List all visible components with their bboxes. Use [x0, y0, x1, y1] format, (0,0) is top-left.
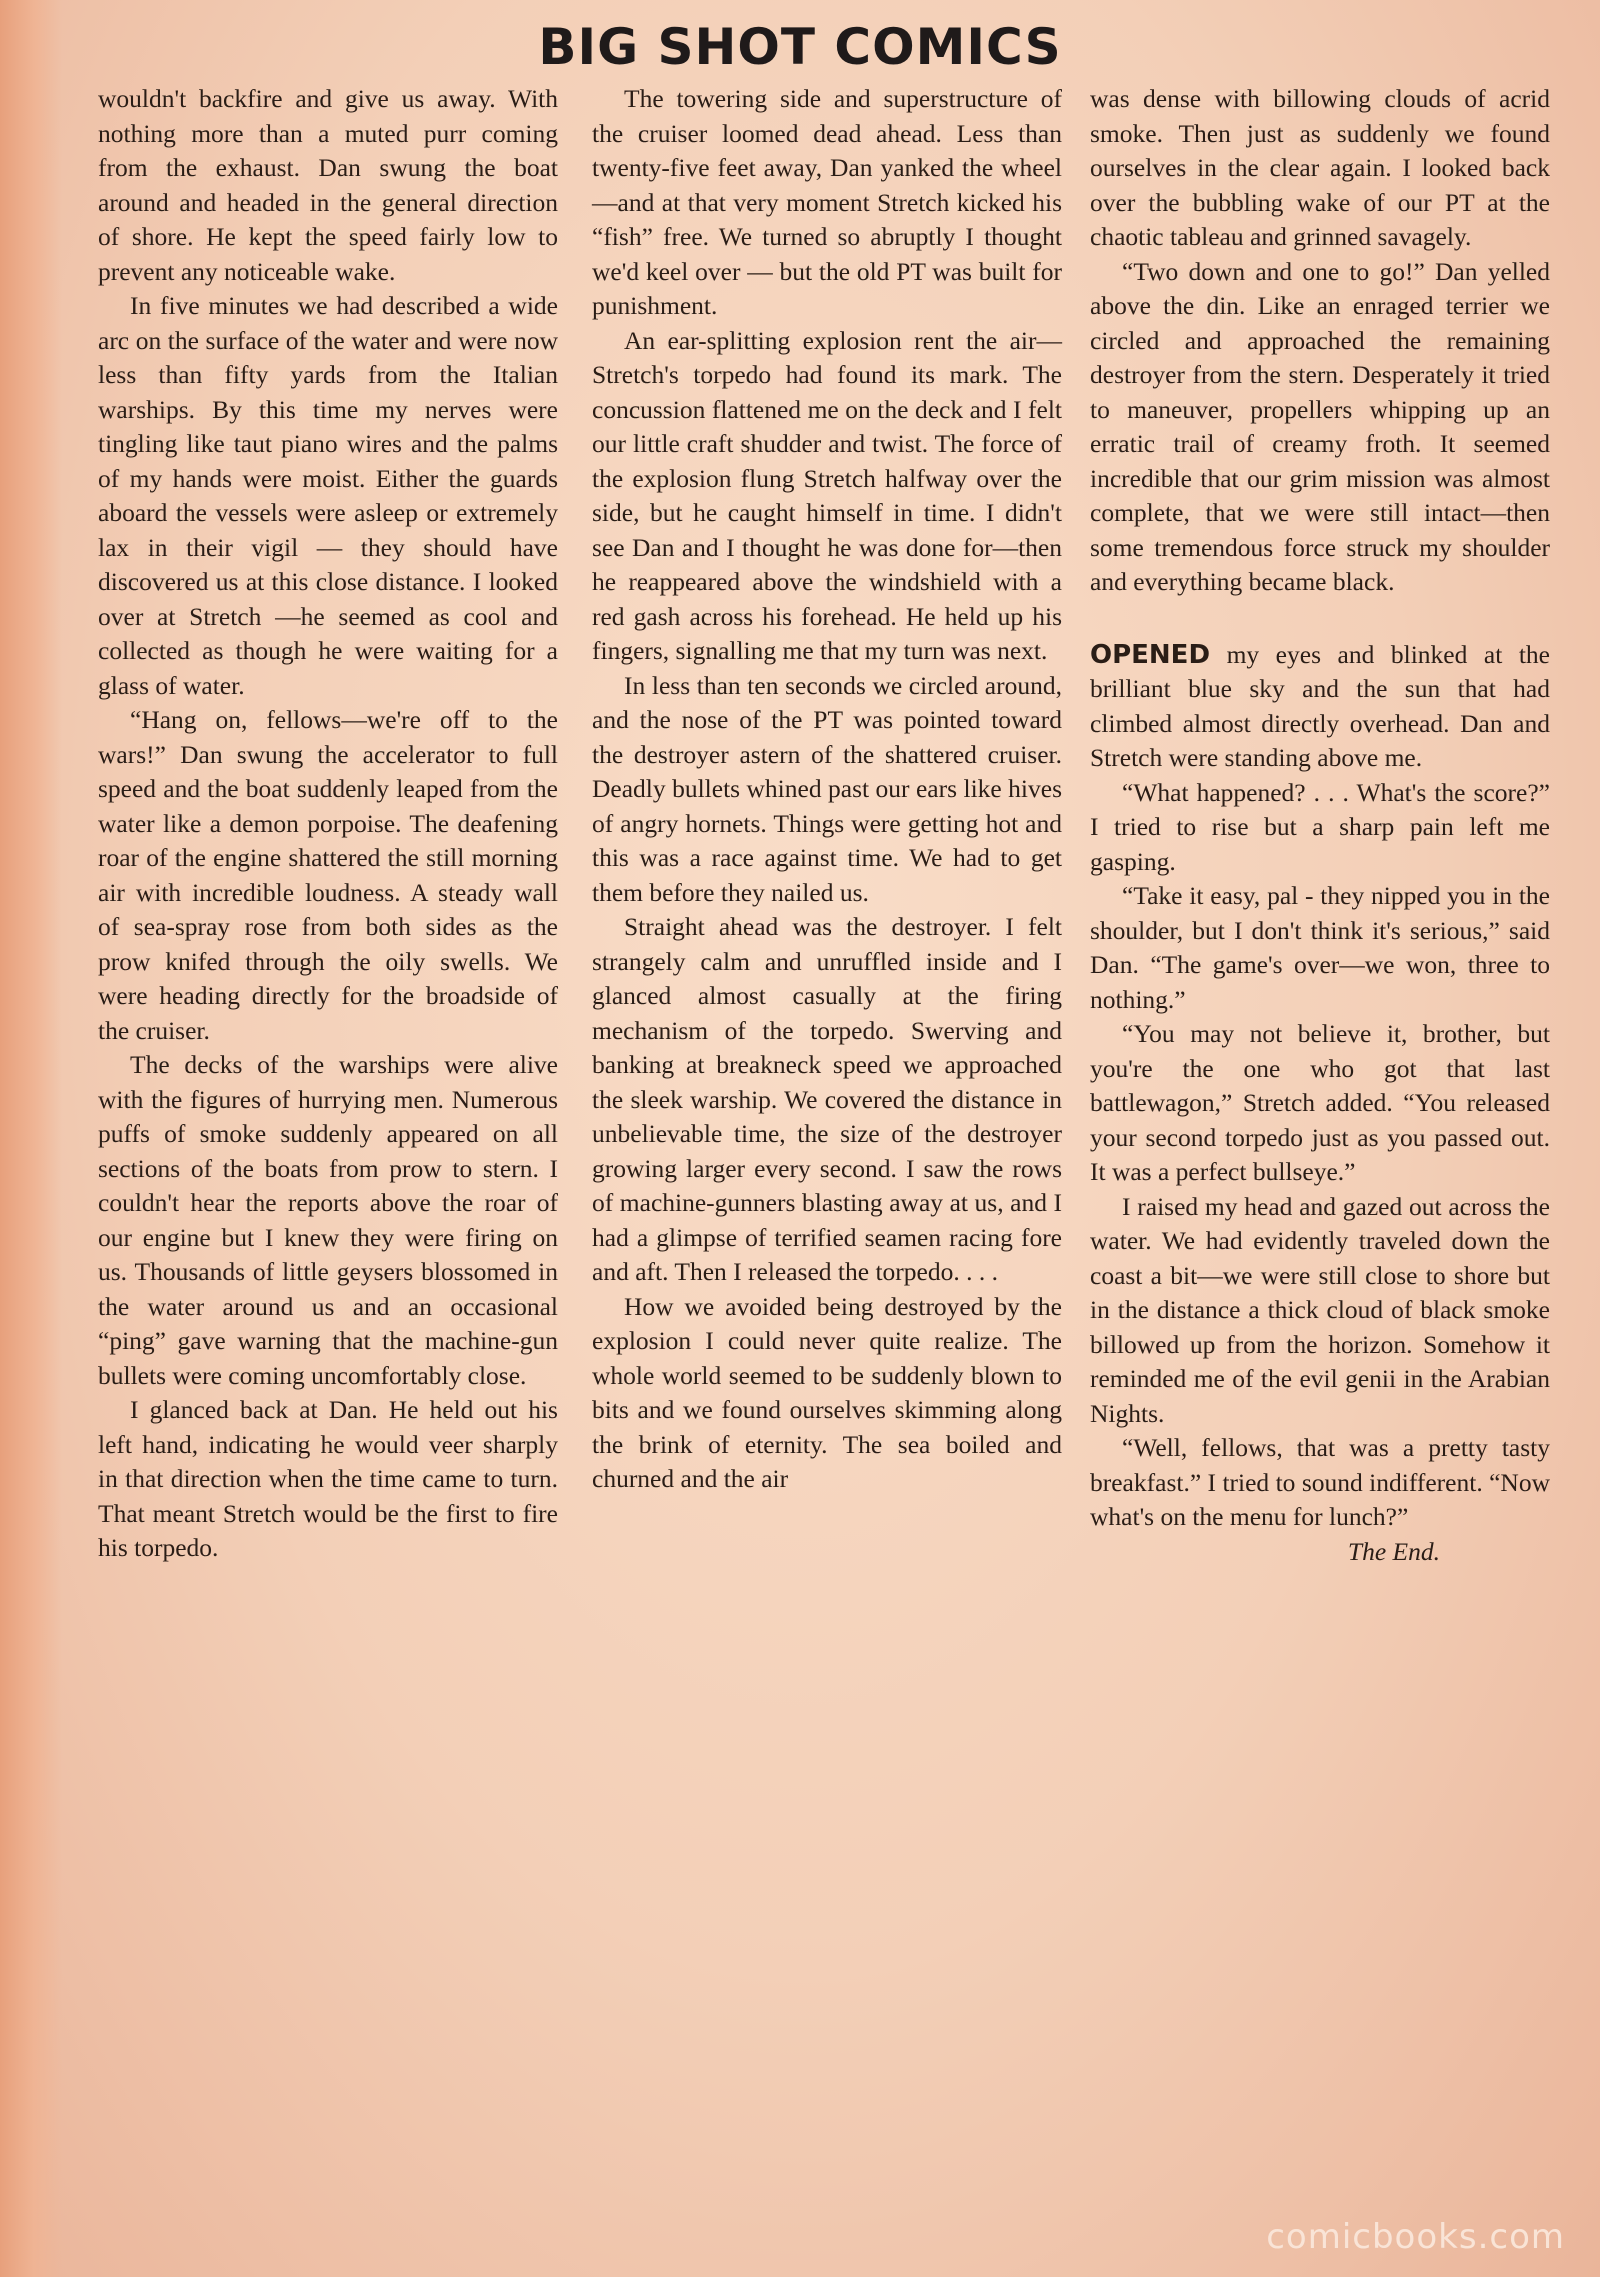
- binding-shadow: [0, 0, 62, 2277]
- paragraph: How we avoided being destroyed by the explosion I could never quite realize. The whole world seemed to be suddenly blown to bits and we found ourselves skimming along the brink of eternity. The sea boiled and churned and the air: [592, 1291, 1062, 1493]
- the-end-label: The End.: [1347, 1536, 1440, 1566]
- page-title: BIG SHOT COMICS: [538, 18, 1062, 76]
- lead-in-word: OPENED: [1090, 639, 1211, 670]
- paragraph: “You may not believe it, brother, but you're the one who got that last battlewagon,” Stretch added. “You released your second torpedo just as you passed out. It was a perfect bullseye.”: [1090, 1019, 1550, 1186]
- paragraph: I glanced back at Dan. He held out his left hand, indicating he would veer sharply in that direction when the time came to turn. That meant Stretch would be the first to fire his torpedo.: [98, 1395, 558, 1562]
- paragraph: The towering side and superstructure of the cruiser loomed dead ahead. Less than twenty-five feet away, Dan yanked the wheel—and at that very moment Stretch kicked his “fish” free. We turned so abruptly I thought we'd keel over — but the old PT was built for punishment.: [592, 84, 1062, 320]
- paragraph: “Take it easy, pal - they nipped you in the shoulder, but I don't think it's serious,” said Dan. “The game's over—we won, three to nothing.”: [1090, 881, 1550, 1014]
- paragraph: was dense with billowing clouds of acrid smoke. Then just as suddenly we found ourselves in the clear again. I looked back over the bubbling wake of our PT at the chaotic tableau and grinned savagely.: [1090, 84, 1550, 251]
- watermark: comicbooks.com: [1266, 2217, 1565, 2257]
- lead-in-text: my eyes and blinked at the brilliant blue sky and the sun that had climbed almost directly overhead. Dan and Stretch were standing above me.: [1090, 639, 1550, 772]
- paragraph: wouldn't backfire and give us away. With nothing more than a muted purr coming from the exhaust. Dan swung the boat around and headed in the general direction of shore. He kept the speed fairly low to prevent any noticeable wake.: [98, 84, 558, 286]
- paragraph: I raised my head and gazed out across the water. We had evidently traveled down the coast a bit—we were still close to shore but in the distance a thick cloud of black smoke billowed up from the horizon. Somehow it reminded me of the evil genii in the Arabian Nights.: [1090, 1191, 1550, 1428]
- column-1: [98, 82, 558, 1566]
- paragraph: In five minutes we had described a wide arc on the surface of the water and were now less than fifty yards from the Italian warships. By this time my nerves were tingling like taut piano wires and the palms of my hands were moist. Either the guards aboard the vessels were asleep or extremely lax in their vigil — they should have discovered us at this close distance. I looked over at Stretch —he seemed as cool and collected as though he were waiting for a glass of water.: [98, 291, 558, 700]
- section-opening-paragraph: [1090, 638, 1550, 776]
- paragraph: The decks of the warships were alive with the figures of hurrying men. Numerous puffs of smoke suddenly appeared on all sections of the boats from prow to stern. I couldn't hear the reports above the roar of our engine but I knew they were firing on us. Thousands of little geysers blossomed in the water around us and an occasional “ping” gave warning that the machine-gun bullets were coming uncomfortably close.: [98, 1050, 558, 1390]
- paragraph: In less than ten seconds we circled around, and the nose of the PT was pointed toward the destroyer astern of the shattered cruiser. Deadly bullets whined past our ears like hives of angry hornets. Things were getting hot and this was a race against time. We had to get them before they nailed us.: [592, 670, 1062, 907]
- paragraph: “What happened? . . . What's the score?” I tried to rise but a sharp pain left me gasping.: [1090, 777, 1550, 876]
- paragraph: “Well, fellows, that was a pretty tasty breakfast.” I tried to sound indifferent. “Now what's on the menu for lunch?”: [1090, 1433, 1550, 1531]
- column-3: [1090, 82, 1550, 1569]
- column-2: [592, 82, 1062, 1497]
- paragraph: “Hang on, fellows—we're off to the wars!” Dan swung the accelerator to full speed and the boat suddenly leaped from the water like a demon porpoise. The deafening roar of the engine shattered the still morning air with incredible loudness. A steady wall of sea-spray rose from both sides as the prow knifed through the oily swells. We were heading directly for the broadside of the cruiser.: [98, 705, 558, 1045]
- paragraph: Straight ahead was the destroyer. I felt strangely calm and unruffled inside and I glanced almost casually at the firing mechanism of the torpedo. Swerving and banking at breakneck speed we approached the sleek warship. We covered the distance in unbelievable time, the size of the destroyer growing larger every second. I saw the rows of machine-gunners blasting away at us, and I had a glimpse of terrified seamen racing fore and aft. Then I released the torpedo. . . .: [592, 912, 1062, 1286]
- paragraph: An ear-splitting explosion rent the air—Stretch's torpedo had found its mark. The concussion flattened me on the deck and I felt our little craft shudder and twist. The force of the explosion flung Stretch halfway over the side, but he caught himself in time. I didn't see Dan and I thought he was done for—then he reappeared above the windshield with a red gash across his forehead. He held up his fingers, signalling me that my turn was next.: [592, 325, 1062, 665]
- paragraph: “Two down and one to go!” Dan yelled above the din. Like an enraged terrier we circled and approached the remaining destroyer from the stern. Desperately it tried to maneuver, propellers whipping up an erratic trail of creamy froth. It seemed incredible that our grim mission was almost complete, that we were still intact—then some tremendous force struck my shoulder and everything became black.: [1090, 256, 1550, 596]
